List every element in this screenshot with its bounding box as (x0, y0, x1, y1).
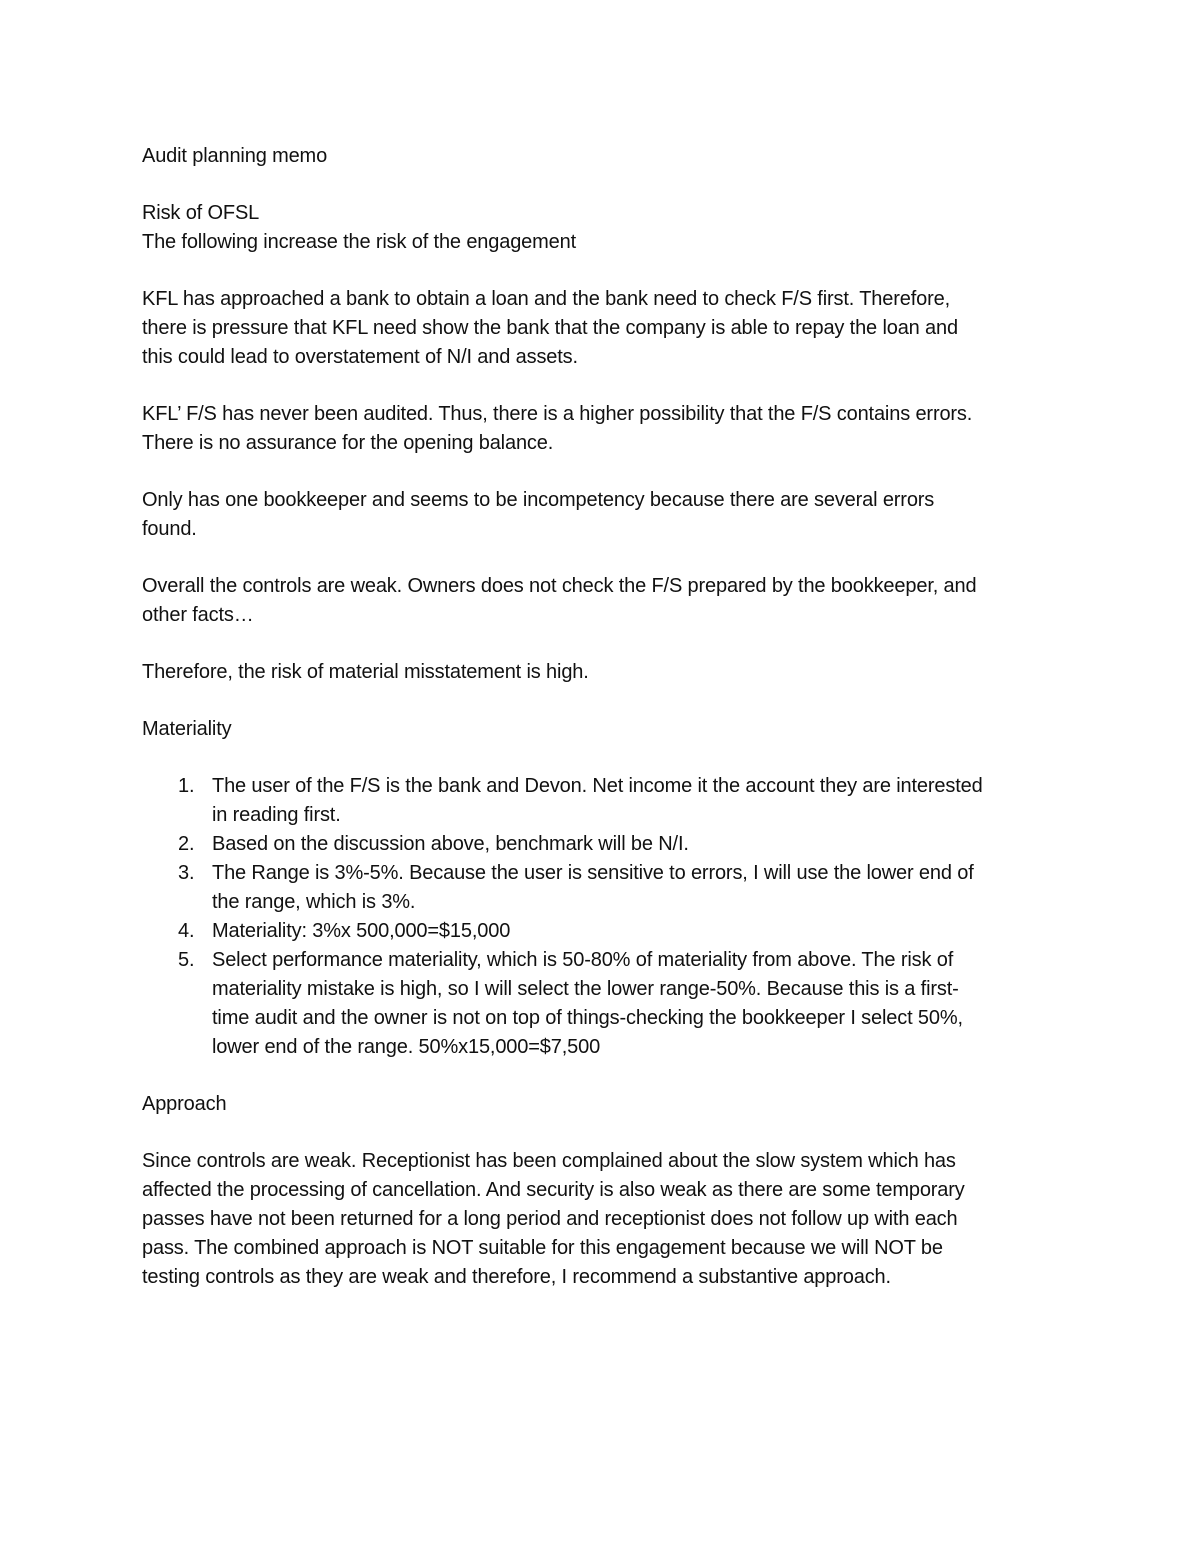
risk-paragraph-controls (142, 572, 1062, 630)
text-line: KFL’ F/S has never been audited. Thus, there is a higher possibility that the F/S contains errors. (142, 403, 973, 425)
text-line: passes have not been returned for a long period and receptionist does not follow up with each (142, 1208, 958, 1230)
text-line: Select performance materiality, which is 50-80% of materiality from above. The risk of (212, 949, 954, 971)
text-line: other facts… (142, 604, 254, 626)
list-item (142, 830, 1062, 859)
text-line: Materiality: 3%x 500,000=$15,000 (212, 920, 511, 942)
materiality-heading: Materiality (142, 718, 232, 740)
text-line: The user of the F/S is the bank and Devon. Net income it the account they are interested (212, 775, 983, 797)
risk-paragraph-loan (142, 285, 1062, 372)
risk-conclusion: Therefore, the risk of material misstatement is high. (142, 661, 589, 683)
approach-heading: Approach (142, 1093, 227, 1115)
text-line: time audit and the owner is not on top of things-checking the bookkeeper I select 50%, (212, 1007, 963, 1029)
list-item (142, 772, 1062, 830)
risk-intro: The following increase the risk of the engagement (142, 231, 577, 253)
text-line: there is pressure that KFL need show the bank that the company is able to repay the loan and (142, 317, 958, 339)
text-line: There is no assurance for the opening balance. (142, 432, 554, 454)
text-line: pass. The combined approach is NOT suitable for this engagement because we will NOT be (142, 1237, 943, 1259)
list-item (142, 859, 1062, 917)
memo-body (142, 142, 1062, 1292)
list-number: 5. (178, 949, 195, 971)
text-line: Based on the discussion above, benchmark will be N/I. (212, 833, 689, 855)
memo-title: Audit planning memo (142, 145, 328, 167)
text-line: Since controls are weak. Receptionist has been complained about the slow system which has (142, 1150, 956, 1172)
list-number: 1. (178, 775, 195, 797)
risk-heading: Risk of OFSL (142, 202, 260, 224)
list-number: 3. (178, 862, 195, 884)
text-line: materiality mistake is high, so I will select the lower range-50%. Because this is a first- (212, 978, 959, 1000)
materiality-list (142, 772, 1062, 1062)
risk-paragraph-never-audited (142, 400, 1062, 458)
text-line: found. (142, 518, 197, 540)
text-line: the range, which is 3%. (212, 891, 416, 913)
list-item (142, 917, 1062, 946)
list-number: 2. (178, 833, 195, 855)
text-line: The Range is 3%-5%. Because the user is sensitive to errors, I will use the lower end of (212, 862, 974, 884)
text-line: in reading first. (212, 804, 341, 826)
approach-paragraph (142, 1147, 1062, 1292)
text-line: Overall the controls are weak. Owners does not check the F/S prepared by the bookkeeper, and (142, 575, 977, 597)
text-line: Only has one bookkeeper and seems to be incompetency because there are several errors (142, 489, 935, 511)
text-line: lower end of the range. 50%x15,000=$7,500 (212, 1036, 601, 1058)
list-item (142, 946, 1062, 1062)
risk-paragraph-bookkeeper (142, 486, 1062, 544)
list-number: 4. (178, 920, 195, 942)
text-line: this could lead to overstatement of N/I and assets. (142, 346, 578, 368)
text-line: KFL has approached a bank to obtain a loan and the bank need to check F/S first. Therefore, (142, 288, 950, 310)
text-line: testing controls as they are weak and therefore, I recommend a substantive approach. (142, 1266, 891, 1288)
text-line: affected the processing of cancellation. And security is also weak as there are some temporary (142, 1179, 965, 1201)
